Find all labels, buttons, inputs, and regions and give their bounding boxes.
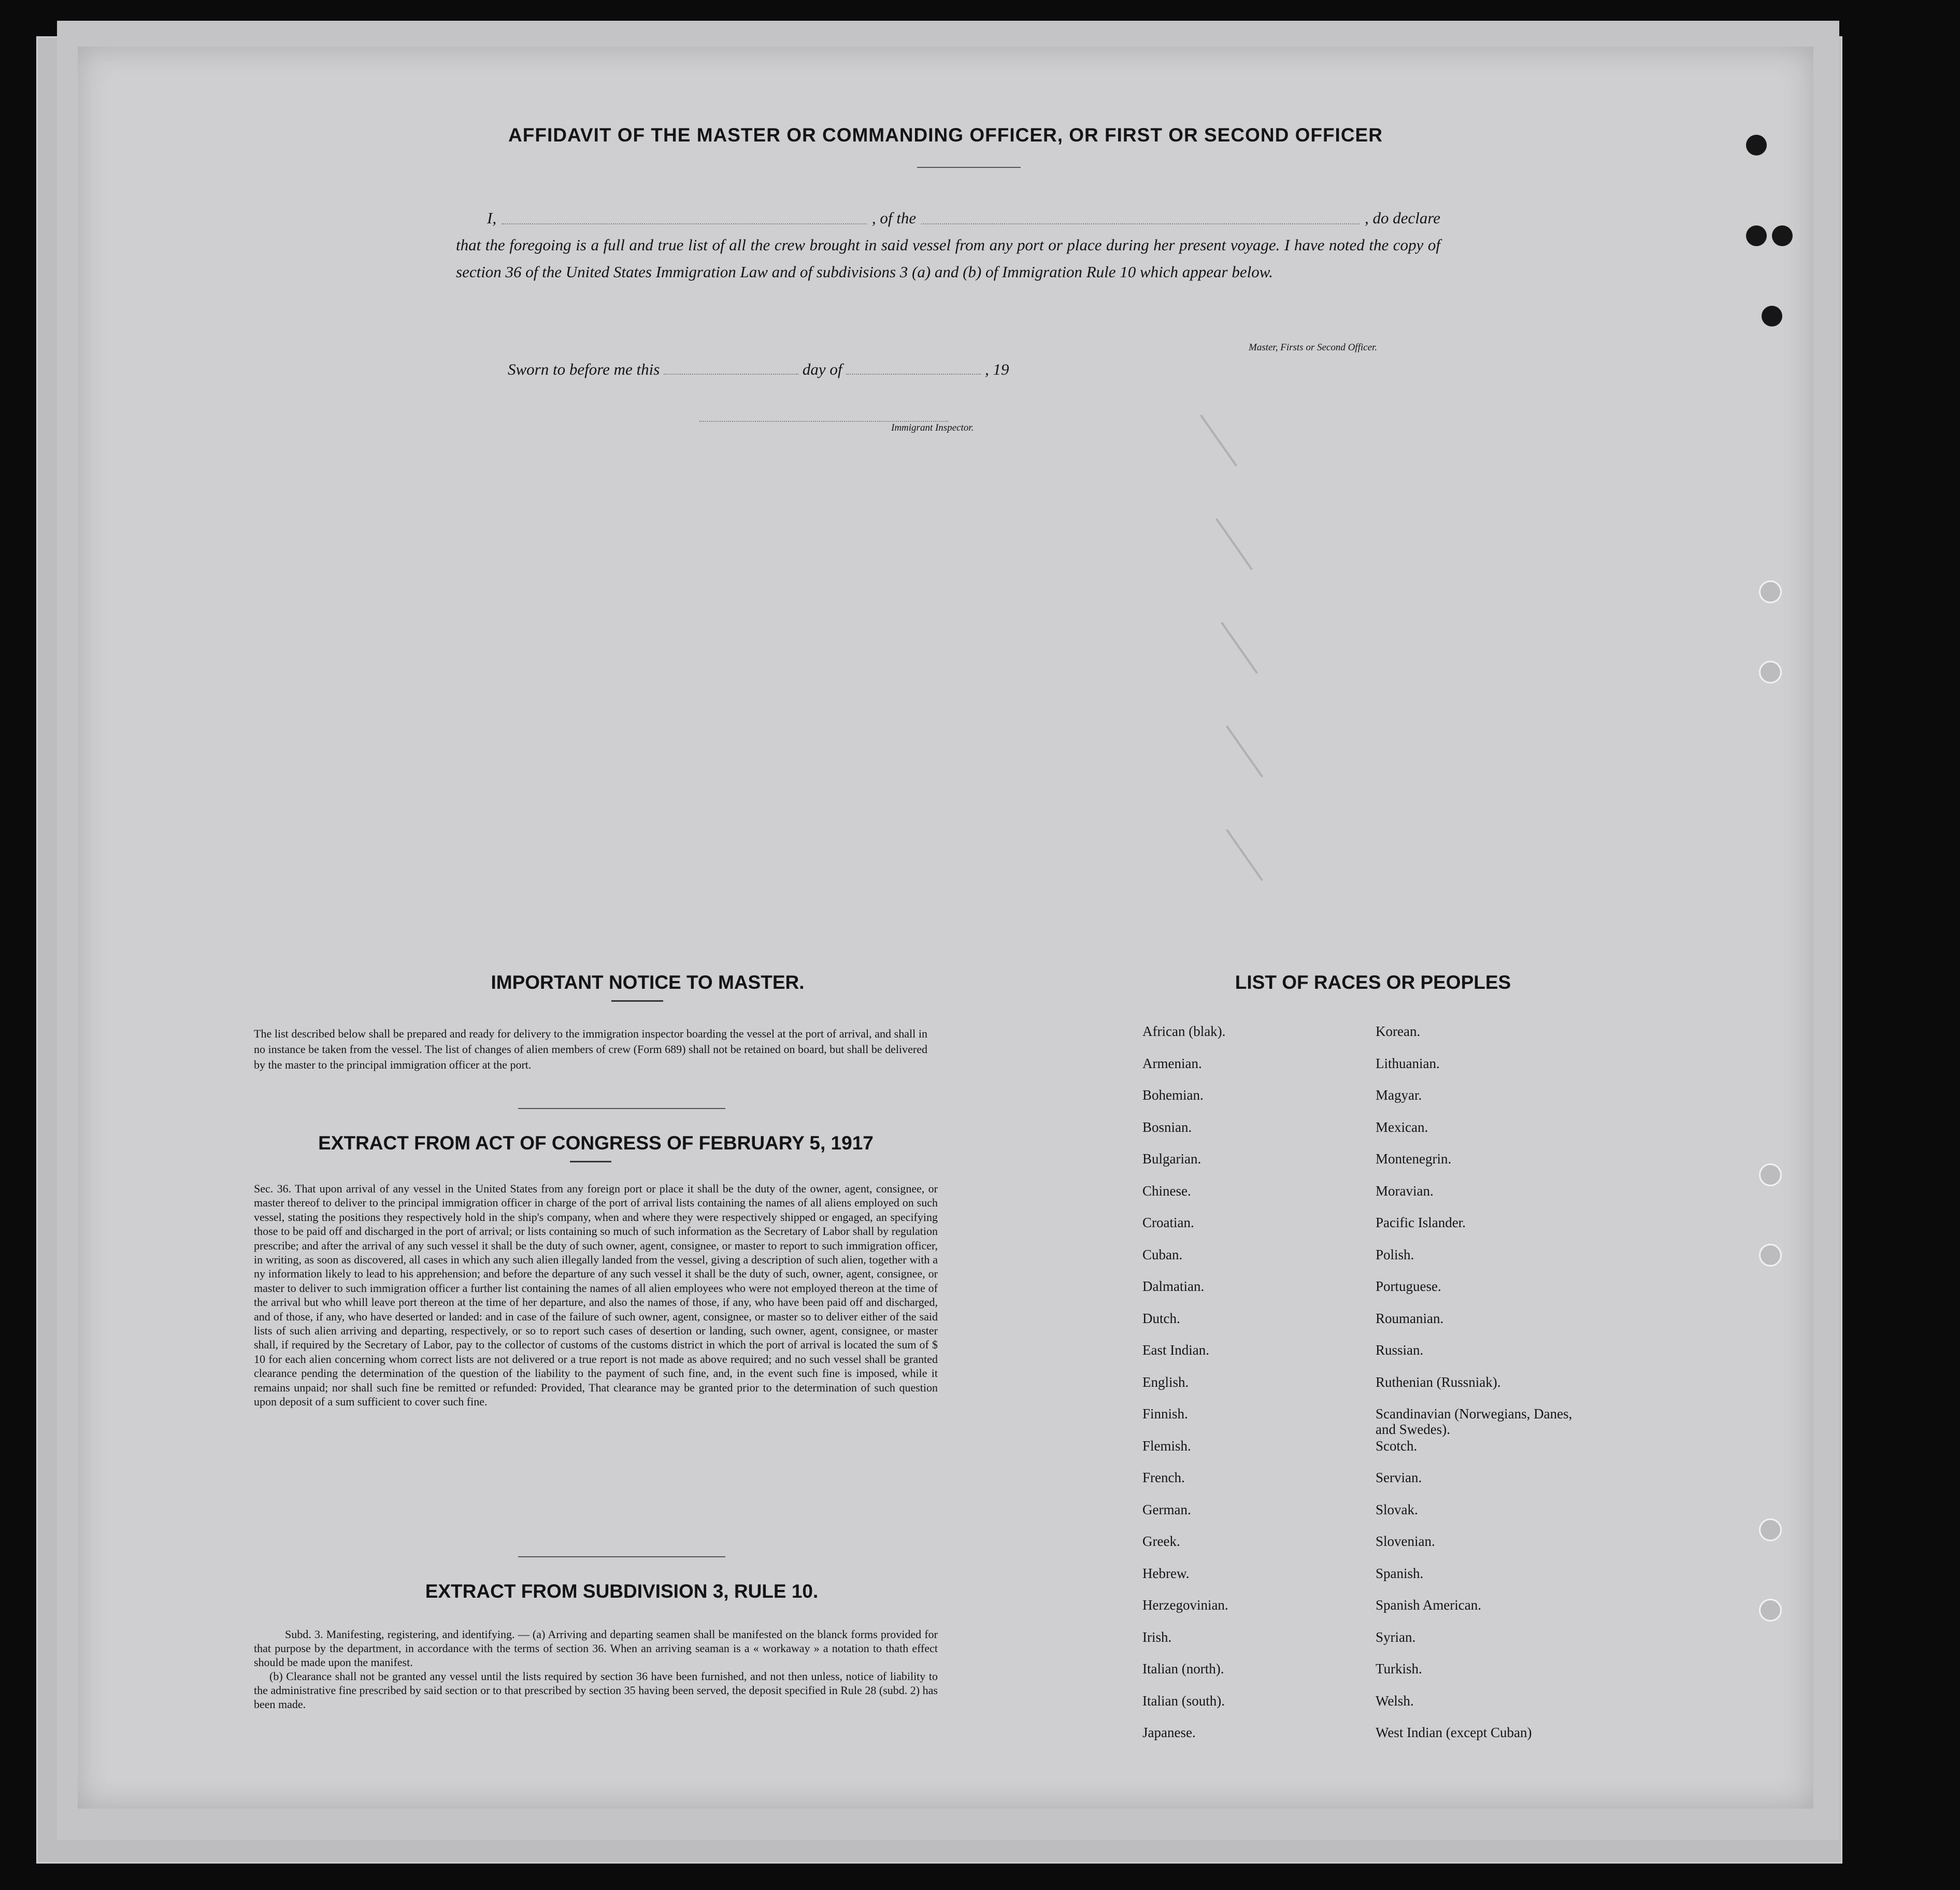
sworn-line (508, 360, 1129, 379)
race-item: Japanese. (1142, 1725, 1196, 1740)
race-item: Italian (south). (1142, 1693, 1225, 1709)
race-item: Scandinavian (Norwegians, Danes, and Swedes). (1376, 1406, 1572, 1437)
race-item: German. (1142, 1501, 1191, 1517)
race-item: Armenian. (1142, 1055, 1202, 1071)
extract-act-title: EXTRACT FROM ACT OF CONGRESS OF FEBRUARY 5, 1917 (318, 1132, 874, 1154)
race-item: Polish. (1376, 1246, 1414, 1262)
inspector-label: Immigrant Inspector. (891, 422, 974, 433)
affidavit-declare: , do declare (1364, 209, 1440, 227)
race-item: Croatian. (1142, 1215, 1194, 1230)
race-item: Magyar. (1376, 1087, 1422, 1103)
race-item: Ruthenian (Russniak). (1376, 1374, 1501, 1390)
race-item: Montenegrin. (1376, 1151, 1452, 1167)
affidavit-declaration-line (456, 205, 1440, 232)
sworn-day-field[interactable] (664, 374, 798, 375)
manifest-page (78, 47, 1813, 1809)
race-item: Portuguese. (1376, 1278, 1441, 1294)
sworn-year: , 19 (984, 360, 1009, 378)
sworn-prefix: Sworn to before me this (508, 360, 660, 378)
bleed-through-mark (1215, 518, 1253, 571)
inspector-signature-line[interactable] (699, 421, 948, 422)
sworn-month-field[interactable] (846, 374, 981, 375)
officer-name-field[interactable] (502, 205, 867, 224)
race-item: Cuban. (1142, 1246, 1183, 1262)
extract-rule-title: EXTRACT FROM SUBDIVISION 3, RULE 10. (425, 1581, 819, 1602)
binding-hole (1746, 225, 1767, 246)
notice-title: IMPORTANT NOTICE TO MASTER. (491, 972, 805, 993)
race-item: Slovak. (1376, 1501, 1418, 1517)
race-item: Spanish. (1376, 1565, 1424, 1581)
binding-hole (1759, 1599, 1782, 1622)
affidavit-title: AFFIDAVIT OF THE MASTER OR COMMANDING OFFICER, OR FIRST OR SECOND OFFICER (508, 124, 1383, 146)
race-item: Dutch. (1142, 1310, 1180, 1326)
bleed-through-mark (1200, 415, 1237, 467)
binding-hole (1759, 580, 1782, 603)
affidavit-of-the: , of the (871, 209, 917, 227)
race-item: African (blak). (1142, 1024, 1226, 1039)
race-item: Scotch. (1376, 1438, 1418, 1454)
divider (570, 1161, 611, 1162)
affidavit-i: I, (487, 209, 497, 227)
races-left-column (1142, 1024, 1350, 1757)
race-item: Korean. (1376, 1024, 1421, 1039)
vessel-name-field[interactable] (921, 205, 1360, 224)
binding-hole (1759, 1244, 1782, 1267)
extract-rule-text (254, 1627, 938, 1711)
race-item: Servian. (1376, 1470, 1422, 1485)
race-item: Lithuanian. (1376, 1055, 1440, 1071)
binding-hole (1762, 306, 1782, 326)
race-item: West Indian (except Cuban) (1376, 1725, 1532, 1740)
race-item: Greek. (1142, 1533, 1180, 1549)
divider (518, 1108, 725, 1109)
affidavit-body (456, 205, 1440, 286)
race-item: Dalmatian. (1142, 1278, 1205, 1294)
race-item: Spanish American. (1376, 1597, 1481, 1613)
binding-hole (1759, 1518, 1782, 1541)
race-item: Turkish. (1376, 1661, 1422, 1676)
race-item: Flemish. (1142, 1438, 1191, 1454)
race-item: Pacific Islander. (1376, 1215, 1466, 1230)
bleed-through-mark (1226, 726, 1263, 778)
rule-paragraph-a: Subd. 3. Manifesting, registering, and identifying. — (a) Arriving and departing seamen shall be manifested on the blanck forms provided for that purpose by the department, in accordance with the terms of section 36. When an arriving seaman is a « workaway » a notation to thath effect should be made upon the manifest. (254, 1628, 938, 1669)
races-right-column (1376, 1024, 1583, 1757)
race-item: Bosnian. (1142, 1119, 1192, 1135)
binding-hole (1759, 661, 1782, 684)
divider (917, 167, 1021, 168)
race-item: Russian. (1376, 1342, 1424, 1358)
race-item: Roumanian. (1376, 1310, 1444, 1326)
race-item: Herzegovinian. (1142, 1597, 1228, 1613)
race-item: Syrian. (1376, 1629, 1416, 1645)
race-item: Finnish. (1142, 1406, 1188, 1422)
notice-text: The list described below shall be prepared and ready for delivery to the immigration inspector boarding the vessel at the port of arrival, and shall in no instance be taken from the vessel. The list of changes of alien members of crew (Form 689) shall not be retained on board, but shall be delivered by the master to the principal immigration officer at the port. (254, 1027, 927, 1071)
sworn-day-of: day of (802, 360, 842, 378)
signature-label: Master, Firsts or Second Officer. (1249, 342, 1378, 353)
race-item: French. (1142, 1470, 1185, 1485)
divider (611, 1000, 663, 1002)
bleed-through-mark (1221, 622, 1258, 674)
race-item: East Indian. (1142, 1342, 1209, 1358)
race-item: Slovenian. (1376, 1533, 1435, 1549)
races-title: LIST OF RACES OR PEOPLES (1235, 972, 1511, 993)
race-item: Bohemian. (1142, 1087, 1204, 1103)
race-item: Italian (north). (1142, 1661, 1224, 1676)
race-item: Chinese. (1142, 1183, 1191, 1199)
rule-paragraph-b: (b) Clearance shall not be granted any vessel until the lists required by section 36 have been furnished, and not then unless, notice of liability to the administrative fine prescribed by said section or to that prescribed by section 35 having been served, the deposit specified in Rule 28 (subd. 2) has been made. (254, 1670, 938, 1711)
divider (518, 1556, 725, 1557)
binding-hole (1759, 1163, 1782, 1186)
binding-hole (1772, 225, 1793, 246)
race-item: Irish. (1142, 1629, 1172, 1645)
race-item: Moravian. (1376, 1183, 1434, 1199)
race-item: Welsh. (1376, 1693, 1414, 1709)
affidavit-statement: that the foregoing is a full and true list of all the crew brought in said vessel from any port or place during her present voyage. I have noted the copy of section 36 of the United States Immigration Law and of subdivisions 3 (a) and (b) of Immigration Rule 10 which appear below. (456, 236, 1440, 281)
race-item: Bulgarian. (1142, 1151, 1201, 1167)
race-item: Hebrew. (1142, 1565, 1190, 1581)
extract-act-text: Sec. 36. That upon arrival of any vessel in the United States from any foreign port or place it shall be the duty of the owner, agent, consignee, or master thereof to deliver to the principal immigration officer in charge of the port of arrival lists containing the names of all aliens employed on such vessel, stating the positions they respectively hold in the ship's company, when and where they were respectively shipped or engaged, an specifying those to be paid off and discharged in the port of arrival; or lists containing so much of such information as the Secretary of Labor shall by regulation prescribe; and after the arrival of any such vessel it shall be the duty of such owner, agent, consignee, or master to report to such immigration officer, in writing, as soon as discovered, all cases in which any such alien illegally landed from the vessel, giving a description of such alien, together with a ny information likely to lead to his apprehension; and before the departure of any such vessel it shall be the duty of such, owner, agent, consignee, or master to deliver to such immigration officer a further list containing the names of all alien employees who were not employed thereon at the time of the arrival but who whill leave port thereon at the time of her departure, and also the names of those, if any, who have been paid off and discharged, and of those, if any, who have deserted or landed: and in case of the failure of such owner, agent, consignee, or master so to deliver either of the said lists of such alien arriving and departing, respectively, or so to report such cases of desertion or landing, such owner, agent, consignee, or master shall, if required by the Secretary of Labor, pay to the collector of customs of the customs district in which the port of arrival is located the sum of $ 10 for each alien concerning whom correct lists are not delivered or a true report is not made as above required; and no such vessel shall be granted clearance pending the determination of the question of the liability to the payment of such fine, and, in the event such fine is imposed, while it remains unpaid; nor shall such fine be remitted or refunded: Provided, That clearance may be granted prior to the determination of such question upon deposit of a sum sufficient to cover such fine. (254, 1182, 938, 1409)
race-item: English. (1142, 1374, 1189, 1390)
bleed-through-mark (1226, 829, 1263, 882)
race-item: Mexican. (1376, 1119, 1428, 1135)
